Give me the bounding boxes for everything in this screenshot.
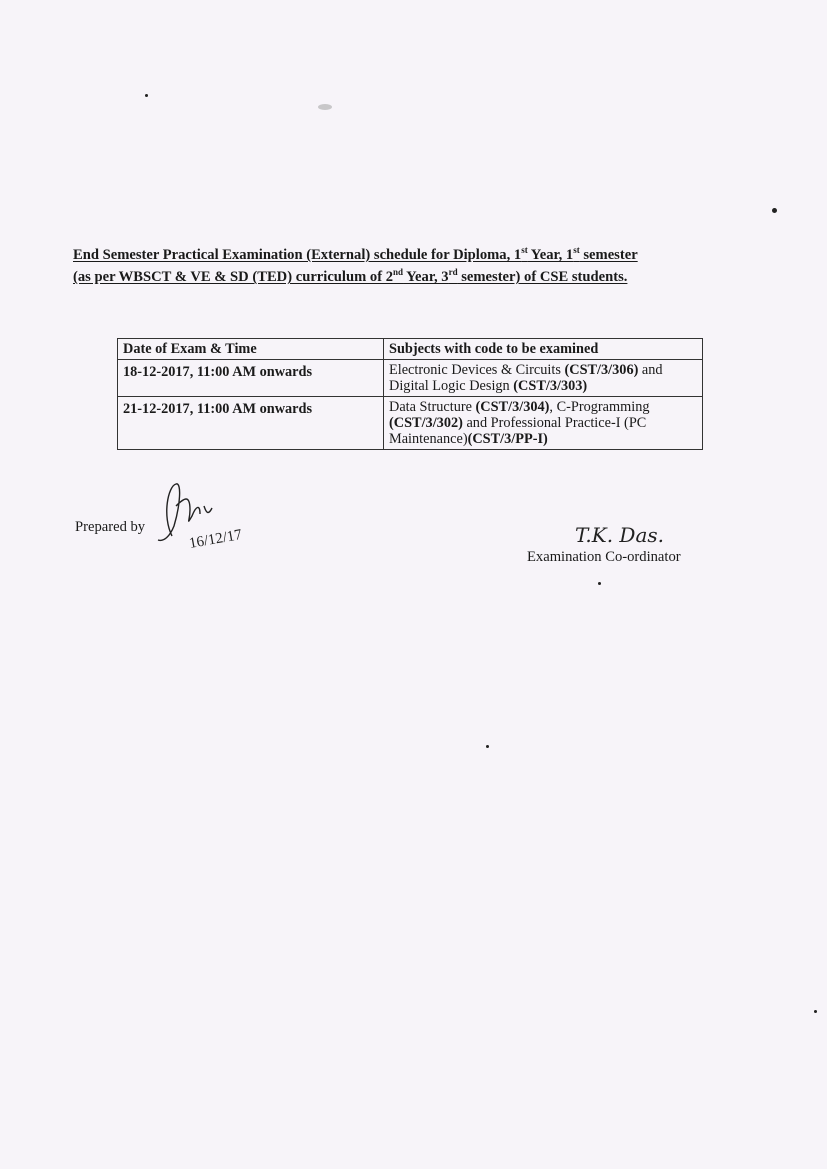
table-row xyxy=(118,397,703,450)
exam-date-cell: 18-12-2017, 11:00 AM onwards xyxy=(118,360,384,397)
exam-schedule-table xyxy=(117,338,703,450)
table-header-row xyxy=(118,339,703,360)
table-row xyxy=(118,360,703,397)
svg-text:T.K. Das.: T.K. Das. xyxy=(575,523,664,547)
column-header-date: Date of Exam & Time xyxy=(118,339,384,360)
subjects-cell: Data Structure (CST/3/304), C-Programming (CST/3/302) and Professional Practice-I (PC Maintenance)(CST/3/PP-I) xyxy=(384,397,703,450)
title-line-1: End Semester Practical Examination (External) schedule for Diploma, 1st Year, 1st semester xyxy=(73,245,638,263)
scan-speck xyxy=(486,745,489,748)
svg-text:16/12/17: 16/12/17 xyxy=(187,526,244,552)
subjects-cell: Electronic Devices & Circuits (CST/3/306) and Digital Logic Design (CST/3/303) xyxy=(384,360,703,397)
document-title xyxy=(73,244,753,288)
title-line-2: (as per WBSCT & VE & SD (TED) curriculum of 2nd Year, 3rd semester) of CSE students. xyxy=(73,267,628,285)
column-header-subjects: Subjects with code to be examined xyxy=(384,339,703,360)
scan-speck xyxy=(145,94,148,97)
scan-speck xyxy=(318,104,332,110)
coordinator-title: Examination Co-ordinator xyxy=(527,549,681,565)
prepared-by-signature xyxy=(150,476,260,566)
scan-speck xyxy=(772,208,777,213)
exam-date-cell: 21-12-2017, 11:00 AM onwards xyxy=(118,397,384,450)
scan-speck xyxy=(598,582,601,585)
prepared-by-label: Prepared by xyxy=(75,519,146,535)
scan-speck xyxy=(814,1010,817,1013)
